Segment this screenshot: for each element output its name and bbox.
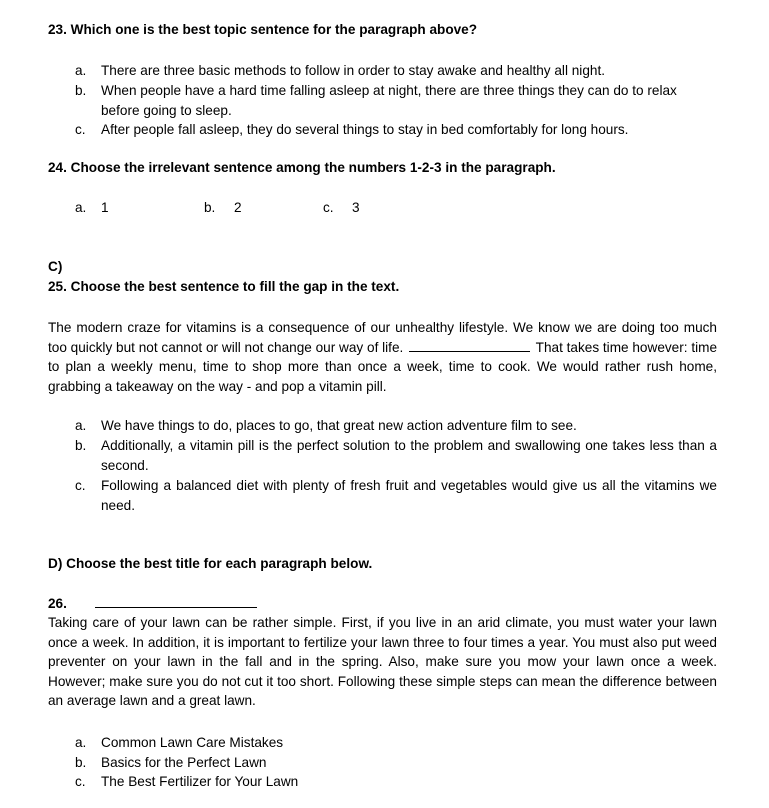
fill-gap-blank xyxy=(409,339,530,352)
question-26-number: 26. xyxy=(48,596,67,611)
q25-option-a xyxy=(75,416,717,436)
option-text: Additionally, a vitamin pill is the perfect solution to the problem and swallowing one takes less than a second. xyxy=(101,438,717,473)
title-answer-blank xyxy=(95,595,257,608)
option-letter: b. xyxy=(75,438,87,453)
option-text: When people have a hard time falling asleep at night, there are three things they can do to relax before going to sleep. xyxy=(101,83,677,118)
option-text: Common Lawn Care Mistakes xyxy=(101,735,284,750)
option-text: After people fall asleep, they do several things to stay in bed comfortably for long hours. xyxy=(101,122,629,137)
q23-option-b xyxy=(75,81,699,120)
q23-option-a xyxy=(75,61,717,81)
q25-passage-after: That takes time however: time to plan a weekly menu, time to shop more than once a week, time to cook. We would rather rush home, grabbing a takeaway on the way - and pop a vitamin pill. xyxy=(48,339,718,394)
option-text: There are three basic methods to follow in order to stay awake and healthy all night. xyxy=(101,63,606,78)
q25-option-c xyxy=(75,476,717,515)
q26-option-a xyxy=(75,733,717,753)
section-d-title: D) Choose the best title for each paragraph below. xyxy=(48,556,373,571)
q26-option-b xyxy=(75,753,717,773)
q24-option-a-text: 1 xyxy=(101,200,109,215)
section-c-label: C) xyxy=(48,259,63,274)
question-26-heading xyxy=(48,595,257,611)
q24-option-b-text: 2 xyxy=(234,200,242,215)
option-letter: a. xyxy=(75,735,87,750)
question-24-title: 24. Choose the irrelevant sentence among the numbers 1-2-3 in the paragraph. xyxy=(48,160,556,175)
option-text: We have things to do, places to go, that great new action adventure film to see. xyxy=(101,418,577,433)
q26-option-c xyxy=(75,772,717,792)
q24-option-b-letter: b. xyxy=(204,200,216,215)
question-23-title: 23. Which one is the best topic sentence for the paragraph above? xyxy=(48,22,478,37)
q25-option-b xyxy=(75,436,717,475)
option-text: The Best Fertilizer for Your Lawn xyxy=(101,774,299,789)
option-letter: a. xyxy=(75,418,87,433)
option-text: Following a balanced diet with plenty of fresh fruit and vegetables would give us all the vitamins we need. xyxy=(101,478,717,513)
option-letter: a. xyxy=(75,63,87,78)
q24-option-c-text: 3 xyxy=(352,200,360,215)
q26-passage: Taking care of your lawn can be rather simple. First, if you live in an arid climate, you must water your lawn once a week. In addition, it is important to fertilize your lawn three to four times a year. You must also put weed preventer on your lawn in the fall and in the spring. Also, make sure you mow your lawn once a week. However; make sure you do not cut it too short. Following these simple steps can mean the difference between an average lawn and a great lawn. xyxy=(48,615,717,709)
q24-option-c-letter: c. xyxy=(323,200,334,215)
q23-option-c xyxy=(75,120,717,140)
option-letter: c. xyxy=(75,774,86,789)
option-letter: c. xyxy=(75,478,86,493)
option-letter: b. xyxy=(75,755,87,770)
option-letter: c. xyxy=(75,122,86,137)
q25-passage xyxy=(48,318,717,396)
option-text: Basics for the Perfect Lawn xyxy=(101,755,267,770)
q24-option-a-letter: a. xyxy=(75,200,87,215)
question-25-title: 25. Choose the best sentence to fill the gap in the text. xyxy=(48,279,400,294)
q25-passage-before: The modern craze for vitamins is a consequence of our unhealthy lifestyle. We know we are doing too much too quickly but not cannot or will not change our way of life. xyxy=(48,320,717,355)
option-letter: b. xyxy=(75,83,87,98)
